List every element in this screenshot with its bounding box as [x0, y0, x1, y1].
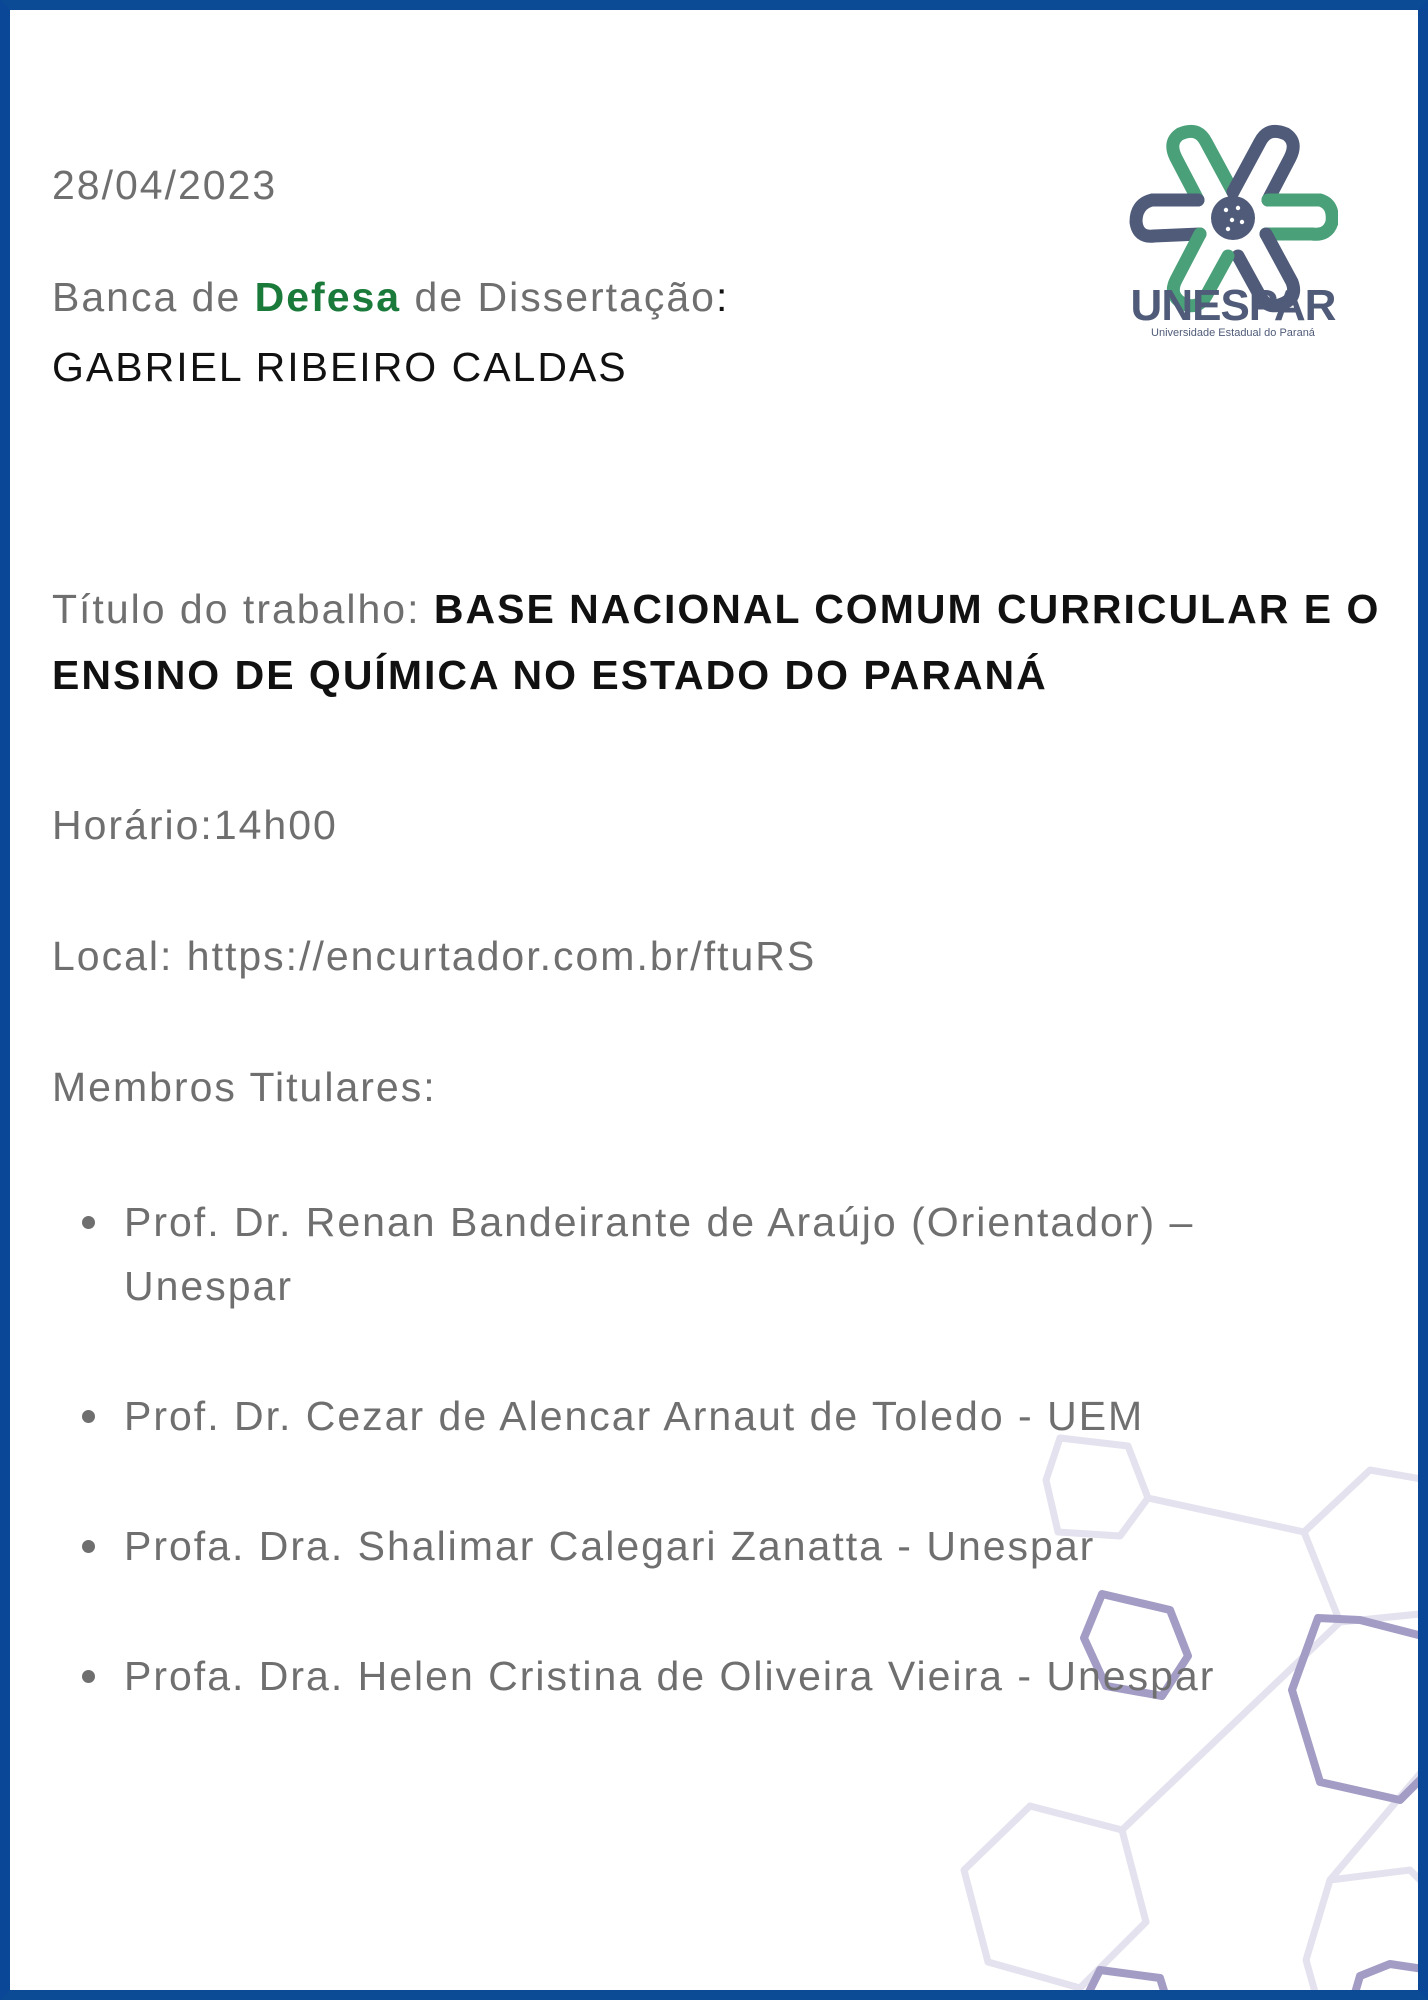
- location: Local: https://encurtador.com.br/ftuRS: [52, 933, 817, 979]
- logo-wordmark: UNESPAR: [1130, 281, 1336, 330]
- hexagon-shape: [964, 1806, 1146, 1988]
- student-name: GABRIEL RIBEIRO CALDAS: [52, 344, 628, 390]
- defense-heading: [52, 274, 729, 321]
- defense-heading-highlight: Defesa: [254, 274, 402, 320]
- unespar-logo: [1128, 118, 1338, 344]
- logo-loop-green: [1173, 131, 1233, 200]
- logo-subtitle: Universidade Estadual do Paraná: [1151, 327, 1315, 339]
- logo-loop-green: [1266, 200, 1332, 234]
- work-title: BASE NACIONAL COMUM CURRICULAR E O ENSINO DE QUÍMICA NO ESTADO DO PARANÁ: [52, 586, 1381, 698]
- defense-date: 28/04/2023: [52, 162, 278, 208]
- defense-heading-prefix: Banca de: [52, 274, 255, 320]
- members-list: [124, 1190, 1354, 1708]
- member-item: Prof. Dr. Cezar de Alencar Arnaut de Toledo - UEM: [124, 1384, 1354, 1448]
- member-item: Prof. Dr. Renan Bandeirante de Araújo (Orientador) – Unespar: [124, 1190, 1354, 1318]
- hexagon-shape: [1080, 1970, 1170, 2000]
- schedule: Horário:14h00: [52, 802, 338, 848]
- work-title-label: Título do trabalho:: [52, 586, 434, 632]
- hexagon-shape: [1350, 1964, 1428, 2000]
- member-item: Profa. Dra. Shalimar Calegari Zanatta - Unespar: [124, 1514, 1354, 1578]
- work-title-block: [52, 576, 1412, 708]
- logo-loop-slate: [1136, 200, 1200, 236]
- defense-heading-suffix: de Dissertação: [401, 274, 716, 320]
- defense-heading-colon: :: [715, 274, 730, 320]
- hexagon-shape: [1306, 1870, 1428, 2000]
- hexagon-link: [1330, 1738, 1428, 1880]
- members-heading: Membros Titulares:: [52, 1064, 437, 1110]
- logo-loop-slate: [1233, 131, 1293, 200]
- member-item: Profa. Dra. Helen Cristina de Oliveira Vieira - Unespar: [124, 1644, 1354, 1708]
- logo-center-circle: [1211, 196, 1255, 240]
